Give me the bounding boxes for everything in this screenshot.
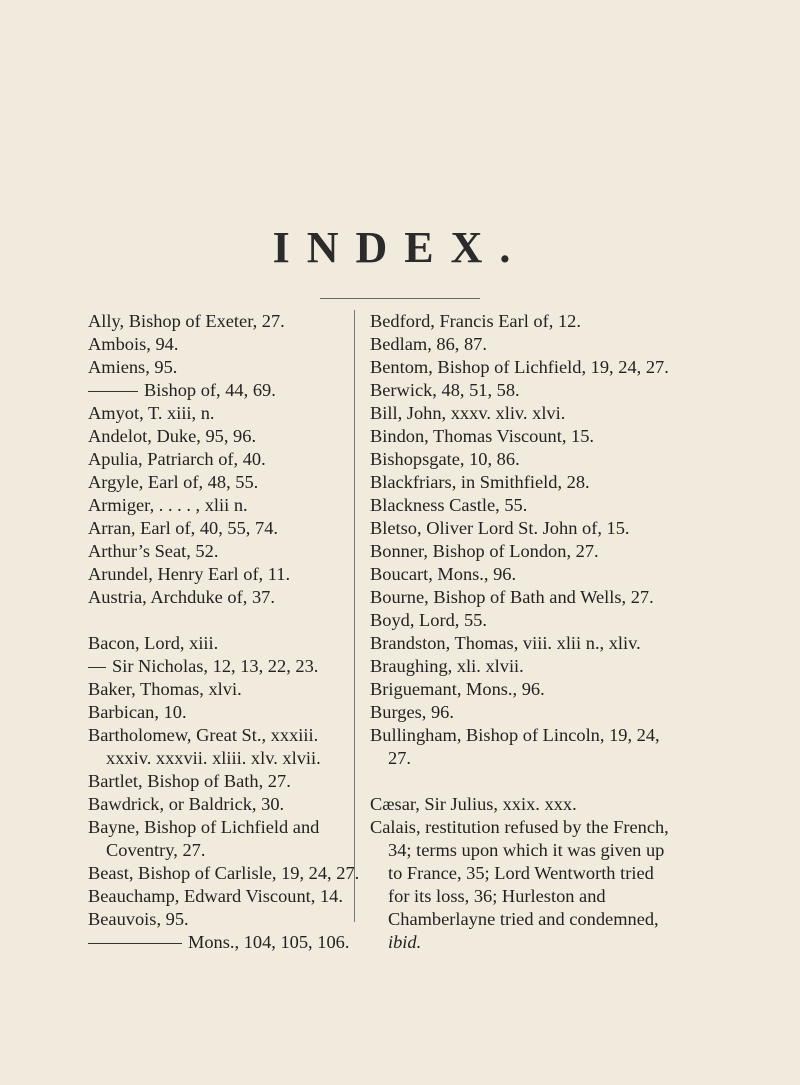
right-column <box>370 310 670 954</box>
left-column <box>88 310 358 954</box>
index-entry: Arran, Earl of, 40, 55, 74. <box>88 518 278 538</box>
index-entry: Bourne, Bishop of Bath and Wells, 27. <box>370 587 654 607</box>
index-entry: Andelot, Duke, 95, 96. <box>88 426 257 446</box>
column-divider <box>354 310 355 922</box>
index-entry <box>88 379 358 402</box>
index-entry: Beauvois, 95. <box>88 909 189 929</box>
index-entry: Bacon, Lord, xiii. <box>88 633 219 653</box>
index-entry: Bonner, Bishop of London, 27. <box>370 541 599 561</box>
index-entry: Bletso, Oliver Lord St. John of, 15. <box>370 518 630 538</box>
index-entry: Armiger, . . . . , xlii n. <box>88 495 248 515</box>
index-entry: Apulia, Patriarch of, 40. <box>88 449 266 469</box>
index-entry <box>370 816 670 954</box>
index-entry: Bayne, Bishop of Lichfield and Coventry, 27. <box>88 817 320 860</box>
index-entry: Argyle, Earl of, 48, 55. <box>88 472 259 492</box>
index-entry: Beauchamp, Edward Viscount, 14. <box>88 886 343 906</box>
index-entry: Bentom, Bishop of Lichfield, 19, 24, 27. <box>370 357 669 377</box>
index-entry-text: Calais, restitution refused by the French, 34; terms upon which it was given up to France, 35; Lord Wentworth tried for its loss, 36; Hurleston and Chamberlayne tried and condemned, <box>370 817 669 929</box>
index-entry: Bawdrick, or Baldrick, 30. <box>88 794 285 814</box>
index-entry <box>88 655 358 678</box>
index-entry: Bullingham, Bishop of Lincoln, 19, 24, 27. <box>370 725 660 768</box>
index-entry-text: Bishop of, 44, 69. <box>144 380 276 400</box>
ditto-dash <box>88 667 106 668</box>
index-entry: Berwick, 48, 51, 58. <box>370 380 520 400</box>
index-entry: Boyd, Lord, 55. <box>370 610 487 630</box>
index-entry: Blackfriars, in Smithfield, 28. <box>370 472 590 492</box>
ditto-dash <box>88 943 182 944</box>
index-entry: Austria, Archduke of, 37. <box>88 587 275 607</box>
index-entry: Ambois, 94. <box>88 334 179 354</box>
index-entry: Bedford, Francis Earl of, 12. <box>370 311 581 331</box>
ditto-dash <box>88 391 138 392</box>
index-entry: Amyot, T. xiii, n. <box>88 403 215 423</box>
index-entry: Arundel, Henry Earl of, 11. <box>88 564 291 584</box>
index-entry: Amiens, 95. <box>88 357 178 377</box>
index-entry: Brandston, Thomas, viii. xlii n., xliv. <box>370 633 641 653</box>
title-rule <box>320 298 480 299</box>
index-entry: Barbican, 10. <box>88 702 187 722</box>
index-entry: Burges, 96. <box>370 702 454 722</box>
index-entry: Bill, John, xxxv. xliv. xlvi. <box>370 403 566 423</box>
index-entry-text: Mons., 104, 105, 106. <box>188 932 350 952</box>
index-entry: Baker, Thomas, xlvi. <box>88 679 242 699</box>
index-entry: Bedlam, 86, 87. <box>370 334 487 354</box>
index-entry: Briguemant, Mons., 96. <box>370 679 545 699</box>
index-entry: Braughing, xli. xlvii. <box>370 656 524 676</box>
index-entry: Cæsar, Sir Julius, xxix. xxx. <box>370 794 577 814</box>
index-entry-text: Sir Nicholas, 12, 13, 22, 23. <box>112 656 319 676</box>
index-entry: Beast, Bishop of Carlisle, 19, 24, 27. <box>88 863 360 883</box>
index-entry: Bartlet, Bishop of Bath, 27. <box>88 771 291 791</box>
index-entry: Ally, Bishop of Exeter, 27. <box>88 311 285 331</box>
index-entry: Boucart, Mons., 96. <box>370 564 517 584</box>
index-entry: Blackness Castle, 55. <box>370 495 528 515</box>
index-entry: Bindon, Thomas Viscount, 15. <box>370 426 595 446</box>
index-entry: Bishopsgate, 10, 86. <box>370 449 520 469</box>
index-entry: Arthur’s Seat, 52. <box>88 541 219 561</box>
index-entry: Bartholomew, Great St., xxxiii. xxxiv. xxxvii. xliii. xlv. xlvii. <box>88 725 321 768</box>
index-entry <box>88 931 358 954</box>
index-entry-ibid: ibid. <box>388 932 422 952</box>
page-title: INDEX. <box>272 223 528 272</box>
